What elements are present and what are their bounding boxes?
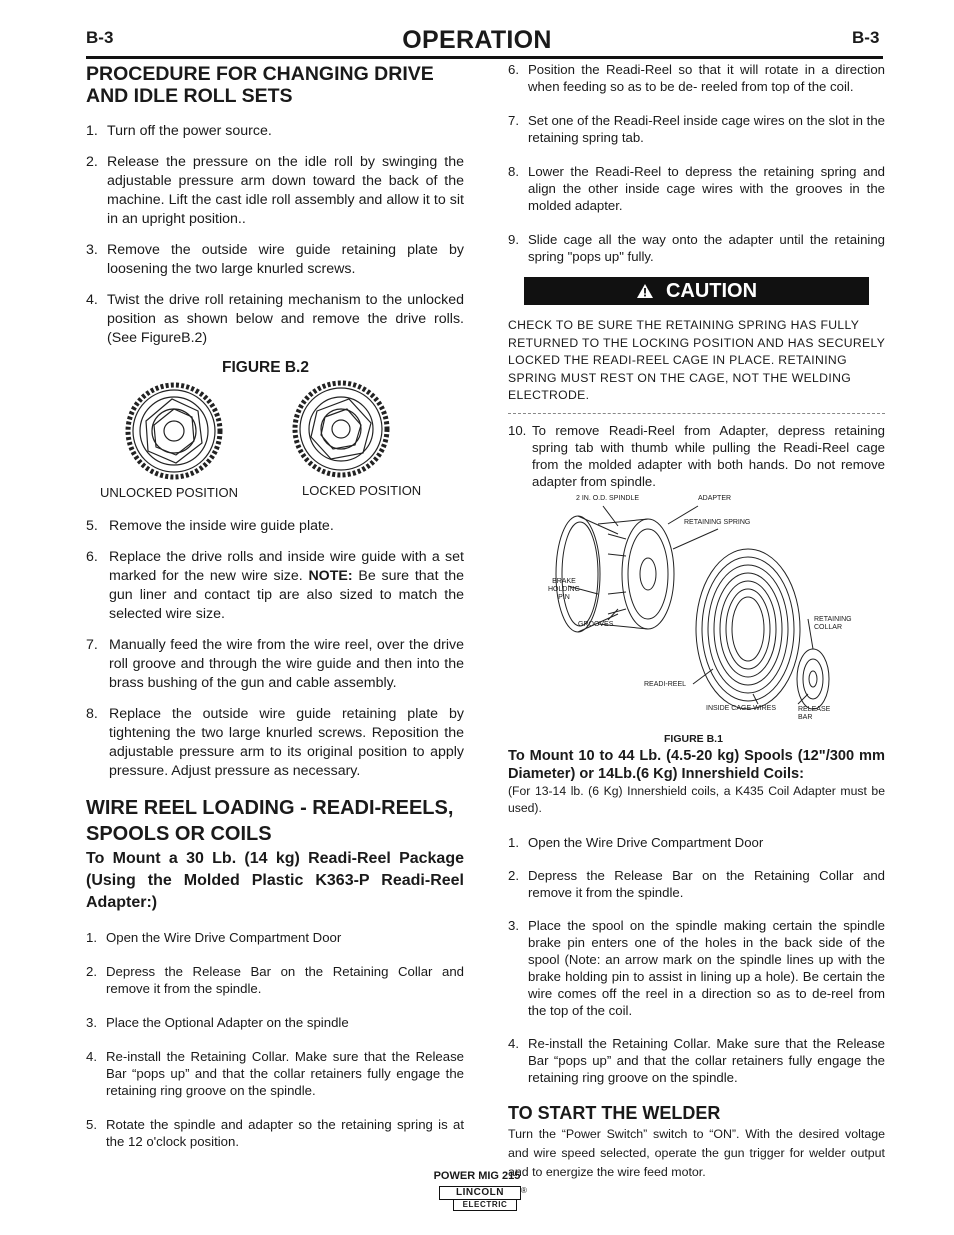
list-item: 1. Turn off the power source. — [86, 123, 272, 139]
section-title-wire-reel-loading: WIRE REEL LOADING - READI-REELS, SPOOLS OR COILS — [86, 797, 454, 845]
list-item: 7. Manually feed the wire from the wire reel, over the drive roll groove and through the wire guide and then into the brass bushing of the gun and cable assembly. — [86, 637, 464, 691]
readi-reel-steps — [86, 929, 464, 1150]
label-grooves: GROOVES — [578, 620, 614, 628]
list-item: 3. Place the Optional Adapter on the spindle — [86, 1015, 349, 1030]
left-column — [86, 60, 464, 1150]
label-readi-reel: READI-REEL — [644, 680, 687, 688]
figure-b1 — [508, 494, 885, 750]
label-retaining-collar: RETAINING COLLAR — [814, 615, 852, 631]
header-rule — [86, 56, 883, 59]
section-title-start-welder: TO START THE WELDER — [508, 1102, 721, 1123]
list-item: 9. Slide cage all the way onto the adapter until the retaining spring "pops up" fully. — [508, 232, 885, 264]
readi-reel-step-10 — [508, 422, 885, 490]
page-title: OPERATION — [402, 26, 552, 54]
section-title-drive-rolls: PROCEDURE FOR CHANGING DRIVE AND IDLE ROLL SETS — [86, 63, 434, 107]
list-item: 4. Re-install the Retaining Collar. Make sure that the Release Bar “pops up” and that the collar retainers fully engage the retaining ring groove on the spindle. — [86, 1049, 464, 1098]
label-inside-cage-wires: INSIDE CAGE WIRES — [706, 704, 777, 712]
list-item: 3. Remove the outside wire guide retaining plate by loosening the two large knurled screws. — [86, 242, 464, 277]
spool-steps — [508, 834, 885, 1086]
page-label-left: B-3 — [86, 28, 114, 47]
spool-mount-note: (For 13-14 lb. (6 Kg) Innershield coils, a K435 Coil Adapter must be used). — [508, 783, 885, 815]
figure-b2 — [86, 359, 464, 516]
drive-roll-gear-locked-illustration — [291, 379, 391, 479]
label-brake-holding-pin: BRAKE HOLDING PIN — [548, 577, 580, 601]
caution-divider — [508, 413, 885, 414]
list-item: 6. Position the Readi-Reel so that it will rotate in a direction when feeding so as to be de- reeled from top of the coil. — [508, 62, 885, 94]
list-item: 2. Depress the Release Bar on the Retaining Collar and remove it from the spindle. — [508, 867, 885, 900]
caution-box — [524, 277, 869, 305]
list-item: 3. Place the spool on the spindle making certain the spindle brake pin enters one of the holes in the back side of the spool (Note: an arrow mark on the spindle lines up with the brake holding pin to assist in lining up a hole). Be certain the wire comes off the reel in a direction so as to de-reel from the top of the coil. — [508, 917, 885, 1018]
warning-triangle-icon — [636, 283, 654, 299]
drive-roll-steps-continued — [86, 517, 464, 781]
right-column — [508, 60, 885, 1182]
list-item: 1. Open the Wire Drive Compartment Door — [86, 930, 342, 945]
drive-roll-steps — [86, 122, 464, 348]
unlocked-position-label: UNLOCKED POSITION — [100, 485, 238, 500]
list-item: 8. Replace the outside wire guide retaining plate by tightening the two large knurled screws. Reposition the adjustable pressure arm to its original position to apply pressure. Adjust pressure as necessary. — [86, 706, 464, 779]
readi-reel-mount-heading: To Mount a 30 Lb. (14 kg) Readi-Reel Package (Using the Molded Plastic K363-P Readi-Reel Adapter:) — [86, 850, 464, 911]
list-item: 2. Release the pressure on the idle roll by swinging the adjustable pressure arm down toward the back of the machine. Lift the cast idle roll assembly and allow it to sit in an upright position.. — [86, 154, 464, 227]
readi-reel-assembly-illustration — [508, 494, 885, 734]
drive-roll-gear-unlocked-illustration — [124, 381, 224, 481]
list-item: 4. Twist the drive roll retaining mechanism to the unlocked position as shown below and remove the drive rolls. (See FigureB.2) — [86, 292, 464, 346]
list-item: 5. Remove the inside wire guide plate. — [86, 518, 334, 534]
caution-text: CHECK TO BE SURE THE RETAINING SPRING HAS FULLY RETURNED TO THE LOCKING POSITION AND HAS SECURELY LOCKED THE READI-REEL CAGE IN PLACE. RETAINING SPRING MUST REST ON THE CAGE, NOT THE WELDING ELECTRODE. — [508, 318, 885, 402]
list-item: 7. Set one of the Readi-Reel inside cage wires on the slot in the retaining spring tab. — [508, 113, 886, 145]
locked-position-label: LOCKED POSITION — [302, 483, 422, 498]
caution-header: CAUTION — [524, 277, 869, 305]
footer-model-name: POWER MIG 215 — [433, 1170, 521, 1182]
label-adapter: ADAPTER — [698, 494, 732, 502]
list-item: 2. Depress the Release Bar on the Retaining Collar and remove it from the spindle. — [86, 964, 464, 996]
page-label-right: B-3 — [852, 28, 880, 47]
label-release-bar: RELEASE BAR — [798, 705, 831, 721]
list-item: 6. Replace the drive rolls and inside wire guide with a set marked for the new wire size. NOTE: Be sure that the gun liner and contact tip are also sized to match the selected wire size. — [86, 549, 465, 622]
spool-mount-heading: To Mount 10 to 44 Lb. (4.5-20 kg) Spools (12"/300 mm Diameter) or 14Lb.(6 Kg) Innershield Coils: — [508, 747, 885, 782]
figure-b2-title: FIGURE B.2 — [222, 359, 309, 376]
start-welder-text: Turn the “Power Switch” switch to “ON”. With the desired voltage and wire speed selected, operate the gun trigger for welder output and to energize the wire feed motor. — [508, 1126, 885, 1179]
list-item: 5. Rotate the spindle and adapter so the retaining spring is at the 12 o'clock position. — [86, 1117, 464, 1149]
label-retaining-spring: RETAINING SPRING — [684, 518, 751, 526]
list-item: 10. To remove Readi-Reel from Adapter, depress retaining spring tab with thumb while pulling the Readi-Reel cage from the molded adapter with both hands. Do not remove adapter from spindle. — [508, 422, 885, 489]
figure-b1-title: FIGURE B.1 — [664, 732, 723, 745]
label-spindle: 2 IN. O.D. SPINDLE — [576, 494, 640, 502]
list-item: 4. Re-install the Retaining Collar. Make sure that the Release Bar “pops up” and that the collar retainers fully engage the retaining ring groove on the spindle. — [508, 1035, 885, 1085]
readi-reel-steps-continued — [508, 61, 885, 265]
lincoln-electric-logo: LINCOLN ELECTRIC ® — [439, 1186, 525, 1212]
list-item: 8. Lower the Readi-Reel to depress the retaining spring and align the other inside cage wires with the grooves in the molded adapter. — [508, 164, 885, 213]
list-item: 1. Open the Wire Drive Compartment Door — [508, 834, 764, 850]
